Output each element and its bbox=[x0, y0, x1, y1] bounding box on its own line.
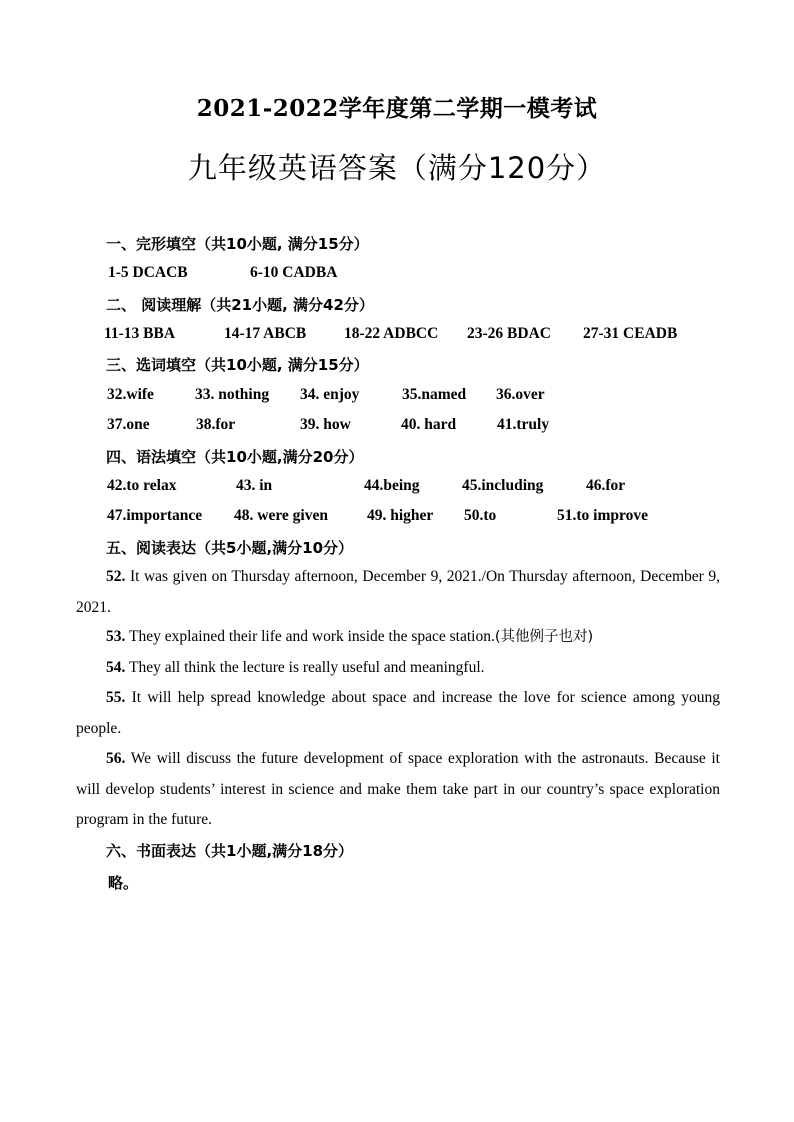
answer-item: 47.importance bbox=[107, 507, 203, 524]
answer-number: 52. bbox=[106, 568, 126, 585]
answer-item: 46.for bbox=[586, 477, 626, 494]
answer-group: 6-10 CADBA bbox=[250, 264, 338, 281]
section-heading-cloze: 一、完形填空（共10小题, 满分15分） bbox=[106, 235, 369, 253]
grammar-row bbox=[0, 507, 794, 527]
answer-text: They explained their life and work inside the space station. bbox=[128, 628, 495, 645]
answer-text: It was given on Thursday afternoon, December 9, 2021./On Thursday afternoon, December 9, 2021. bbox=[76, 568, 721, 616]
answer-item: 51.to improve bbox=[557, 507, 648, 524]
answer-item: 50.to bbox=[464, 507, 497, 524]
grammar-row bbox=[0, 477, 794, 497]
reading-answers-row bbox=[0, 325, 794, 345]
answer-item: 33. nothing bbox=[195, 386, 270, 403]
answer-item: 37.one bbox=[107, 416, 150, 433]
answer-number: 55. bbox=[106, 689, 126, 706]
answer-paragraph bbox=[76, 562, 720, 623]
answer-text: It will help spread knowledge about space and increase the love for science among young people. bbox=[76, 689, 720, 737]
answer-item: 45.including bbox=[462, 477, 544, 494]
answer-item: 35.named bbox=[402, 386, 467, 403]
answer-paragraph bbox=[76, 622, 720, 653]
writing-answer: 略。 bbox=[108, 874, 139, 892]
answer-group: 14-17 ABCB bbox=[224, 325, 307, 342]
answer-group: 18-22 ADBCC bbox=[344, 325, 439, 342]
answer-paragraph bbox=[76, 744, 720, 836]
section-heading-word-fill: 三、选词填空（共10小题, 满分15分） bbox=[106, 356, 369, 374]
answer-text: They all think the lecture is really useful and meaningful. bbox=[128, 659, 485, 676]
answer-note: (其他例子也对) bbox=[494, 629, 594, 645]
section-heading-reading-expression: 五、阅读表达（共5小题,满分10分） bbox=[106, 539, 354, 557]
answer-text: We will discuss the future development of space exploration with the astronauts. Because it will develop students’ interest in science and make them take part in our country’s space exploration program in the future. bbox=[76, 750, 720, 828]
word-fill-row bbox=[0, 386, 794, 406]
answer-group: 1-5 DCACB bbox=[108, 264, 188, 281]
answer-item: 41.truly bbox=[497, 416, 550, 433]
answer-item: 34. enjoy bbox=[300, 386, 360, 403]
answer-number: 53. bbox=[106, 628, 126, 645]
answer-paragraph bbox=[76, 683, 720, 744]
answer-item: 36.over bbox=[496, 386, 545, 403]
answer-item: 44.being bbox=[364, 477, 420, 494]
answer-item: 43. in bbox=[236, 477, 273, 494]
answer-item: 38.for bbox=[196, 416, 236, 433]
answer-item: 39. how bbox=[300, 416, 351, 433]
answer-paragraph bbox=[76, 653, 720, 684]
answer-group: 27-31 CEADB bbox=[583, 325, 678, 342]
cloze-answers-row bbox=[0, 264, 794, 284]
answer-item: 32.wife bbox=[107, 386, 154, 403]
answer-group: 11-13 BBA bbox=[104, 325, 176, 342]
answer-number: 56. bbox=[106, 750, 126, 767]
answer-item: 42.to relax bbox=[107, 477, 177, 494]
page-subtitle: 九年级英语答案（满分120分） bbox=[187, 151, 607, 185]
section-heading-reading: 二、 阅读理解（共21小题, 满分42分） bbox=[106, 296, 374, 314]
answer-number: 54. bbox=[106, 659, 126, 676]
section-heading-writing: 六、书面表达（共1小题,满分18分） bbox=[106, 842, 354, 860]
answer-item: 49. higher bbox=[367, 507, 434, 524]
answer-item: 48. were given bbox=[234, 507, 328, 524]
answer-group: 23-26 BDAC bbox=[467, 325, 551, 342]
word-fill-row bbox=[0, 416, 794, 436]
page-title: 2021-2022学年度第二学期一模考试 bbox=[196, 95, 598, 122]
answer-item: 40. hard bbox=[401, 416, 457, 433]
section-heading-grammar: 四、语法填空（共10小题,满分20分） bbox=[106, 448, 364, 466]
